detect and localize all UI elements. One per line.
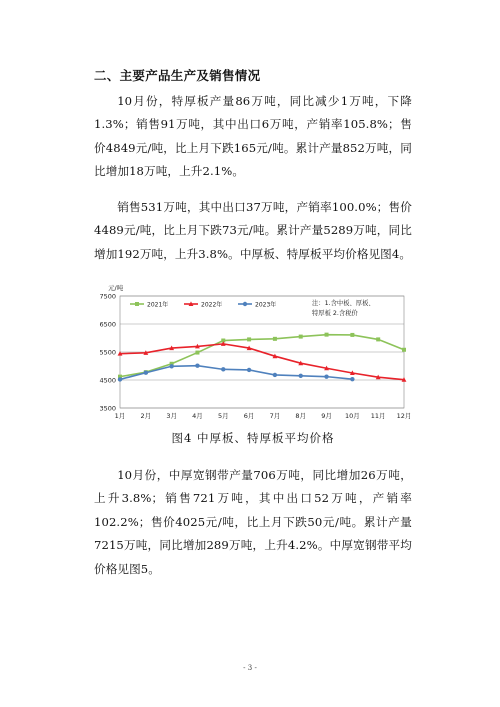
x-tick-label: 12月	[396, 412, 412, 420]
data-point	[247, 337, 251, 341]
data-point	[144, 371, 148, 375]
data-point	[247, 368, 251, 372]
x-tick-label: 8月	[295, 412, 307, 420]
y-tick-label: 7500	[99, 292, 116, 301]
y-tick-label: 5500	[99, 348, 116, 357]
data-point	[376, 337, 380, 341]
data-point	[325, 333, 329, 337]
x-tick-label: 5月	[217, 412, 229, 420]
figure-caption: 图4 中厚板、特厚板平均价格	[171, 431, 335, 445]
data-point	[299, 335, 303, 339]
data-point	[118, 377, 122, 381]
x-tick-label: 9月	[321, 412, 332, 420]
x-tick-label: 6月	[243, 412, 255, 420]
data-point	[350, 377, 354, 381]
x-tick-label: 2月	[140, 412, 152, 420]
legend-label: 2021年	[147, 301, 169, 309]
data-point	[195, 364, 199, 368]
data-point	[273, 337, 277, 341]
y-tick-label: 6500	[99, 320, 116, 329]
price-chart	[94, 282, 412, 432]
y-tick-label: 3500	[99, 404, 116, 413]
x-tick-label: 4月	[192, 412, 203, 420]
legend-marker	[135, 302, 139, 306]
data-point	[195, 351, 199, 355]
chart-note: 特厚板 2.含税价	[312, 310, 358, 317]
series-line	[120, 366, 352, 380]
legend-label: 2023年	[255, 301, 277, 309]
data-point	[169, 364, 173, 368]
y-tick-label: 4500	[99, 376, 116, 385]
x-tick-label: 7月	[269, 412, 281, 420]
data-point	[324, 374, 328, 378]
x-tick-label: 10月	[344, 412, 360, 420]
data-point	[350, 333, 354, 337]
paragraph-medium-plate: 销售531万吨，其中出口37万吨，产销率100.0%；售价4489元/吨，比上月下跌73元/吨。累计产量5289万吨，同比增加192万吨，上升3.8%。中厚板、特厚板平均价格见图4。	[94, 200, 412, 261]
paragraph-thick-plate: 10月份，特厚板产量86万吨，同比减少1万吨，下降1.3%；销售91万吨，其中出口6万吨，产销率105.8%；售价4849元/吨，比上月下跌165元/吨。累计产量852万吨，同比增加18万吨，上升2.1%。	[94, 94, 412, 179]
x-tick-label: 3月	[166, 412, 177, 420]
page-number: - 3 -	[243, 664, 257, 672]
series-line	[120, 344, 404, 380]
x-tick-label: 11月	[370, 412, 386, 420]
data-point	[273, 373, 277, 377]
y-axis-label: 元/吨	[108, 284, 124, 292]
section-heading: 二、主要产品生产及销售情况	[94, 68, 261, 83]
x-tick-label: 1月	[114, 412, 126, 420]
price-chart-svg	[94, 282, 412, 432]
paragraph-wide-strip: 10月份，中厚宽钢带产量706万吨，同比增加26万吨，上升3.8%；销售721万吨，其中出口52万吨，产销率102.2%；售价4025元/吨，比上月下跌50元/吨。累计产量7215万吨，同比增加289万吨，上升4.2%。中厚宽钢带平均价格见图5。	[94, 468, 412, 576]
data-point	[402, 348, 406, 352]
data-point	[299, 374, 303, 378]
data-point	[221, 367, 225, 371]
legend-label: 2022年	[201, 301, 223, 309]
series-line	[120, 335, 404, 377]
legend-marker	[243, 302, 247, 306]
chart-note: 注：1.含中板、厚板、	[312, 300, 375, 307]
